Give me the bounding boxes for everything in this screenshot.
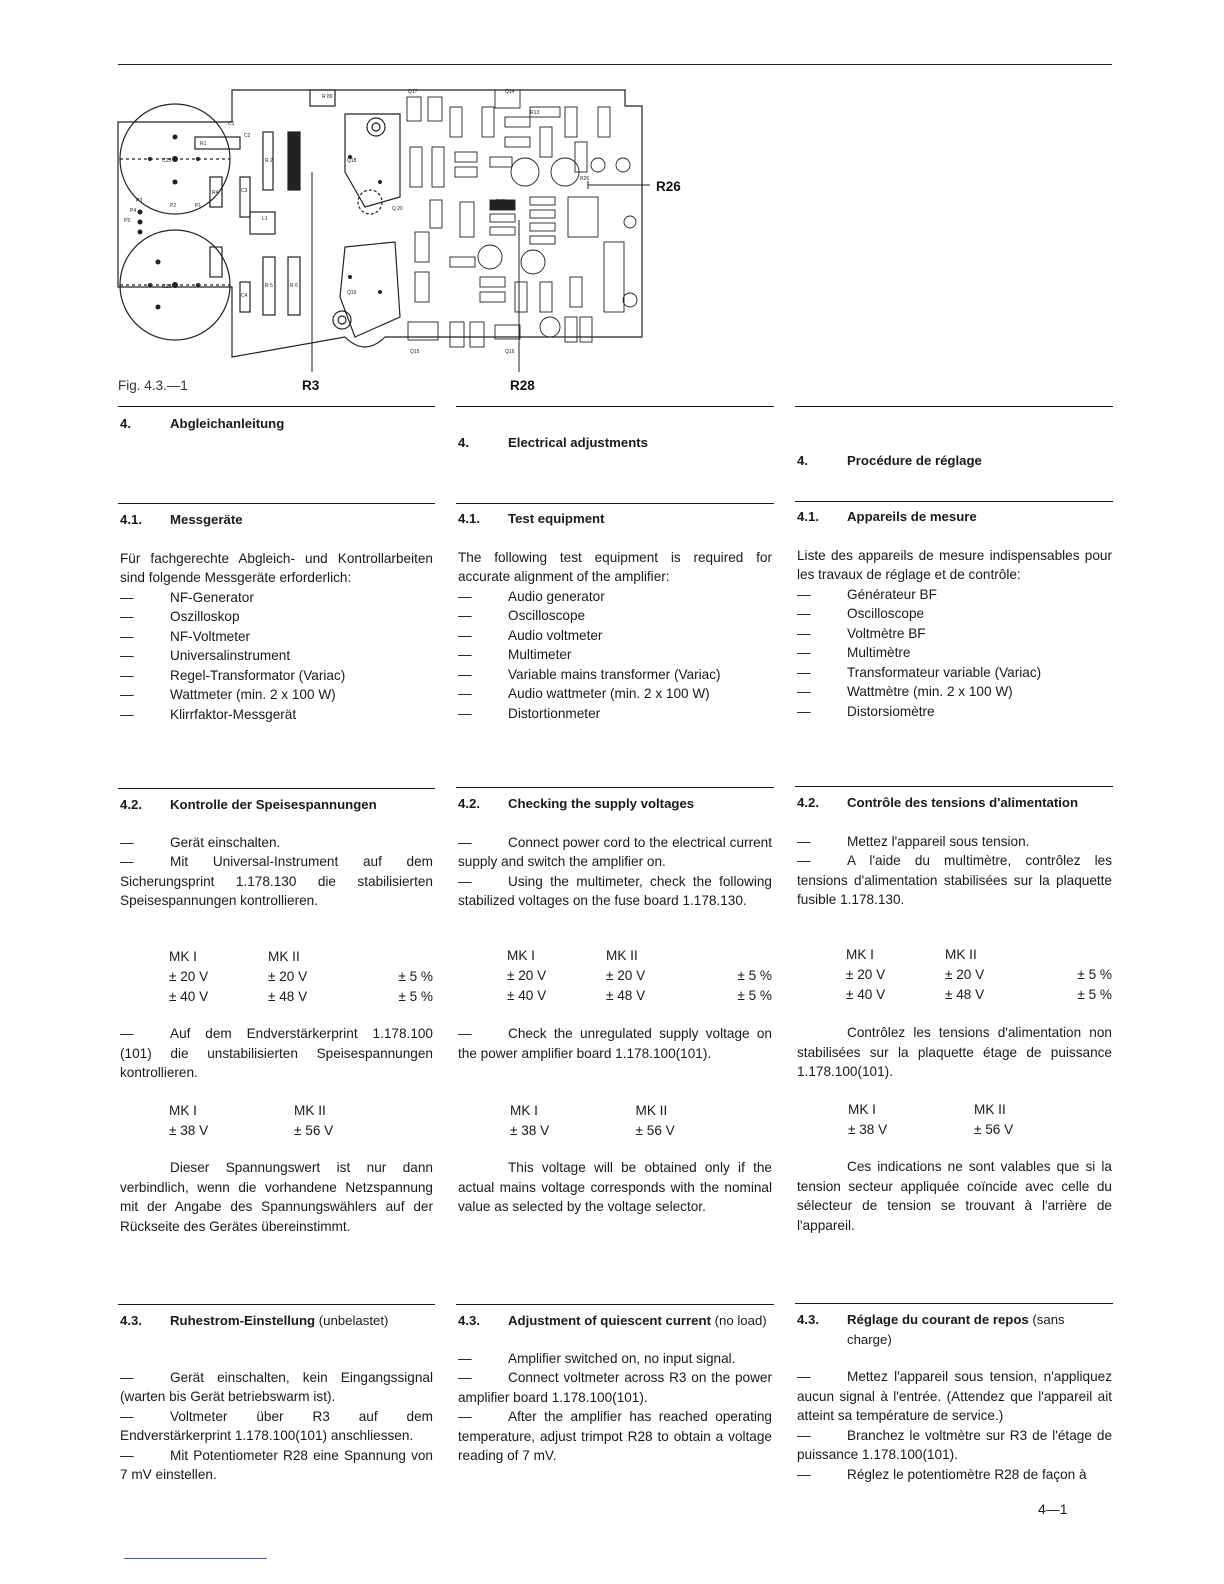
step-43-en-2: — Connect voltmeter across R3 on the power amplifier board 1.178.100(101). (458, 1370, 772, 1405)
step-43-en-3: — After the amplifier has reached operating temperature, adjust trimpot R28 to obtain a voltage reading of 7 mV. (458, 1409, 772, 1463)
step-42-en-1: — Connect power cord to the electrical current supply and switch the amplifier on. (458, 834, 772, 869)
section-43-en (458, 1311, 772, 1466)
table-row: ± 20 V ± 20 V ± 5 % (169, 969, 433, 984)
svg-text:Q15: Q15 (410, 349, 420, 355)
rule-43-de (118, 1304, 435, 1305)
svg-text:R13: R13 (530, 110, 540, 116)
list-item: Regel-Transformator (Variac) (170, 667, 346, 683)
rule-4-de (118, 406, 435, 407)
svg-text:R 6: R 6 (290, 283, 298, 289)
section-42-fr (797, 793, 1112, 910)
rule-42-fr (795, 786, 1113, 787)
heading-41-en: 4.1. Test equipment (458, 511, 605, 526)
table-row: ± 38 V ± 56 V (848, 1122, 1014, 1137)
rule-43-en (456, 1304, 774, 1305)
svg-text:R 3: R 3 (290, 158, 298, 164)
rule-41-en (456, 503, 774, 504)
rule-4-fr (795, 406, 1113, 407)
step-42-fr-2: — A l'aide du multimètre, contrôlez les tensions d'alimentation stabilisées sur la plaquette fusible 1.178.130. (797, 853, 1112, 907)
section-42-de (120, 795, 433, 911)
figure-caption: Fig. 4.3.—1 (118, 378, 188, 393)
rule-41-fr (795, 501, 1113, 502)
rule-42-en (456, 787, 774, 788)
heading-43-fr: 4.3. Réglage du courant de repos (sans charge) (797, 1312, 1065, 1347)
list-item: Audio wattmeter (min. 2 x 100 W) (508, 686, 710, 701)
voltage-table-unreg-fr: MK I MK II ± 38 V ± 56 V (797, 1100, 1112, 1140)
heading-4-en: 4. Electrical adjustments (458, 434, 648, 450)
section-43-de (120, 1311, 433, 1485)
step-43-de-3: — Mit Potentiometer R28 eine Spannung von 7 mV einstellen. (120, 1447, 433, 1482)
voltage-table-stab-en: MK I MK II ± 20 V ± 20 V ± 5 % ± 40 V ± 48 V ± 5 % (458, 946, 772, 1006)
svg-text:C25: C25 (162, 158, 172, 164)
svg-text:R4: R4 (212, 190, 219, 196)
svg-text:C26: C26 (162, 284, 172, 290)
intro-41-de: Für fachgerechte Abgleich- und Kontrollarbeiten sind folgende Messgeräte erforderlich: (120, 550, 433, 585)
table-row: ± 20 V ± 20 V ± 5 % (846, 967, 1112, 982)
list-item: Oszilloskop (170, 609, 240, 624)
list-item: Audio voltmeter (508, 627, 603, 643)
step-43-de-1: — Gerät einschalten, kein Eingangssignal (warten bis Gerät betriebswarm ist). (120, 1369, 433, 1404)
list-item: Oscilloscope (508, 608, 586, 623)
step-43-de-2: — Voltmeter über R3 auf dem Endverstärkerprint 1.178.100(101) anschliessen. (120, 1408, 433, 1443)
svg-text:C3: C3 (241, 188, 248, 194)
heading-42-de: 4.2. Kontrolle der Speisespannungen (120, 797, 377, 812)
page-number: 4—1 (1038, 1501, 1068, 1517)
heading-42-en: 4.2. Checking the supply voltages (458, 796, 695, 811)
equipment-list-de: — NF-Generator — Oszilloskop — NF-Voltmeter — Universalinstrument — Regel-Transformator (Variac) — Wattmeter (min. 2 x 100 W) — Klirrfaktor-Messgerät (120, 589, 346, 722)
table-row: ± 38 V ± 56 V (169, 1123, 334, 1138)
note-42-de: Dieser Spannungswert ist nur dann verbindlich, wenn die vorhandene Netzspannung mit der Angabe des Spannungswählers auf der Rückseite des Gerätes übereinstimmt. (120, 1160, 433, 1234)
step-43-fr-2: — Branchez le voltmètre sur R3 de l'étage de puissance 1.178.100(101). (797, 1427, 1112, 1462)
svg-text:C1: C1 (228, 121, 235, 127)
list-item: Klirrfaktor-Messgerät (170, 706, 297, 722)
footer-line (124, 1558, 267, 1559)
section-41-fr (797, 507, 1112, 721)
note-42-en: This voltage will be obtained only if the actual mains voltage corresponds with the nominal value as selected by the voltage selector. (458, 1160, 772, 1214)
list-item: Oscilloscope (847, 606, 925, 621)
heading-42-fr: 4.2. Contrôle des tensions d'alimentation (797, 795, 1079, 810)
svg-text:R1: R1 (200, 141, 207, 147)
list-item: Distortionmeter (508, 705, 601, 721)
svg-text:P5: P5 (124, 218, 131, 224)
list-item: Wattmeter (min. 2 x 100 W) (170, 687, 336, 702)
list-item: Voltmètre BF (847, 625, 926, 641)
rule-41-de (118, 503, 435, 504)
list-item: Audio generator (508, 588, 605, 604)
table-row: ± 38 V ± 56 V (510, 1123, 675, 1138)
svg-text:R 2: R 2 (265, 158, 273, 164)
rule-42-de (118, 788, 435, 789)
svg-text:P2: P2 (170, 203, 177, 209)
list-item: Générateur BF (847, 586, 937, 602)
list-item: Wattmètre (min. 2 x 100 W) (847, 684, 1013, 699)
svg-text:Q18: Q18 (347, 158, 357, 164)
table-row: ± 40 V ± 48 V ± 5 % (846, 987, 1112, 1002)
svg-text:Q16: Q16 (505, 349, 515, 355)
rule-4-en (456, 406, 774, 407)
intro-41-fr: Liste des appareils de mesure indispensables pour les travaux de réglage et de contrôle: (797, 547, 1112, 582)
step-42-fr-3: Contrôlez les tensions d'alimentation non stabilisées sur la plaquette étage de puissance 1.178.100(101). (797, 1025, 1112, 1079)
voltage-table-stab-fr: MK I MK II ± 20 V ± 20 V ± 5 % ± 40 V ± 48 V ± 5 % (797, 945, 1112, 1005)
list-item: NF-Voltmeter (170, 628, 251, 644)
pcb-layout-drawing (110, 82, 730, 382)
svg-text:P3: P3 (136, 198, 143, 204)
svg-text:C4: C4 (241, 293, 248, 299)
list-item: Distorsiomètre (847, 703, 935, 719)
svg-text:R28: R28 (496, 199, 506, 205)
section-41-en (458, 509, 772, 723)
table-row: ± 40 V ± 48 V ± 5 % (507, 988, 772, 1003)
callout-r26: R26 (656, 179, 681, 194)
section-42-en (458, 794, 772, 911)
heading-43-en: 4.3. Adjustment of quiescent current (no load) (458, 1313, 767, 1328)
list-item: Variable mains transformer (Variac) (508, 666, 721, 682)
heading-4-de: 4. Abgleichanleitung (120, 416, 285, 431)
svg-text:Q 20: Q 20 (392, 206, 403, 212)
step-42-fr-1: — Mettez l'appareil sous tension. (797, 833, 1030, 849)
table-row: ± 40 V ± 48 V ± 5 % (169, 989, 433, 1004)
top-rule (118, 64, 1112, 65)
svg-text:Q19: Q19 (347, 290, 357, 296)
svg-text:L1: L1 (262, 216, 268, 222)
equipment-list-en: — Audio generator — Oscilloscope — Audio voltmeter — Multimeter — Variable mains transformer (Variac) — Audio wattmeter (min. 2 x 100 W) — Distortionmeter (458, 588, 721, 721)
step-43-fr-1: — Mettez l'appareil sous tension, n'appliquez aucun signal à l'entrée. (Attendez que l'appareil ait atteint sa température de service.) (797, 1369, 1112, 1423)
svg-text:Q17: Q17 (408, 89, 418, 95)
svg-text:R 5: R 5 (265, 283, 273, 289)
svg-text:P4: P4 (130, 208, 137, 214)
intro-41-en: The following test equipment is required for accurate alignment of the amplifier: (458, 549, 772, 584)
voltage-table-unreg-de: MK I MK II ± 38 V ± 56 V (120, 1101, 433, 1141)
note-42-fr: Ces indications ne sont valables que si la tension secteur appliquée coïncide avec celle du sélecteur de tension se trouvant à l'arrière de l'appareil. (797, 1159, 1112, 1233)
svg-text:C2: C2 (244, 133, 251, 139)
step-42-en-2: — Using the multimeter, check the following stabilized voltages on the fuse board 1.178.130. (458, 873, 772, 908)
heading-43-de: 4.3. Ruhestrom-Einstellung (unbelastet) (120, 1313, 389, 1328)
list-item: Universalinstrument (170, 648, 291, 663)
list-item: Transformateur variable (Variac) (847, 664, 1042, 680)
step-42-en-3: — Check the unregulated supply voltage on the power amplifier board 1.178.100(101). (458, 1026, 772, 1061)
equipment-list-fr: — Générateur BF — Oscilloscope — Voltmètre BF — Multimètre — Transformateur variable (Variac) — Wattmètre (min. 2 x 100 W) — Distorsiomètre (797, 586, 1042, 719)
svg-text:Q14: Q14 (505, 89, 515, 95)
callout-r28: R28 (510, 378, 535, 393)
heading-41-fr: 4.1. Appareils de mesure (797, 509, 977, 524)
step-43-en-1: — Amplifier switched on, no input signal. (458, 1350, 736, 1366)
section-41-de (120, 510, 433, 724)
svg-text:R 80: R 80 (322, 94, 333, 100)
heading-41-de: 4.1. Messgeräte (120, 512, 243, 527)
svg-text:R26: R26 (580, 176, 590, 182)
voltage-table-unreg-en: MK I MK II ± 38 V ± 56 V (458, 1101, 772, 1141)
voltage-table-stab-de: MK I MK II ± 20 V ± 20 V ± 5 % ± 40 V ± 48 V ± 5 % (120, 947, 433, 1007)
step-43-fr-3: — Réglez le potentiomètre R28 de façon à (797, 1466, 1087, 1482)
list-item: Multimeter (508, 647, 572, 662)
svg-text:P1: P1 (195, 203, 202, 209)
board-outline (118, 90, 642, 357)
list-item: NF-Generator (170, 589, 254, 605)
step-42-de-2: — Mit Universal-Instrument auf dem Sicherungsprint 1.178.130 die stabilisierten Speisespannungen kontrollieren. (120, 854, 433, 908)
list-item: Multimètre (847, 645, 911, 660)
rule-43-fr (795, 1303, 1113, 1304)
table-row: ± 20 V ± 20 V ± 5 % (507, 968, 772, 983)
heading-4-fr: 4. Procédure de réglage (797, 453, 982, 468)
callout-r3: R3 (302, 378, 320, 393)
step-42-de-3: — Auf dem Endverstärkerprint 1.178.100 (101) die unstabilisierten Speisespannungen kontrollieren. (120, 1026, 433, 1080)
section-43-fr (797, 1310, 1112, 1484)
step-42-de-1: — Gerät einschalten. (120, 834, 281, 850)
